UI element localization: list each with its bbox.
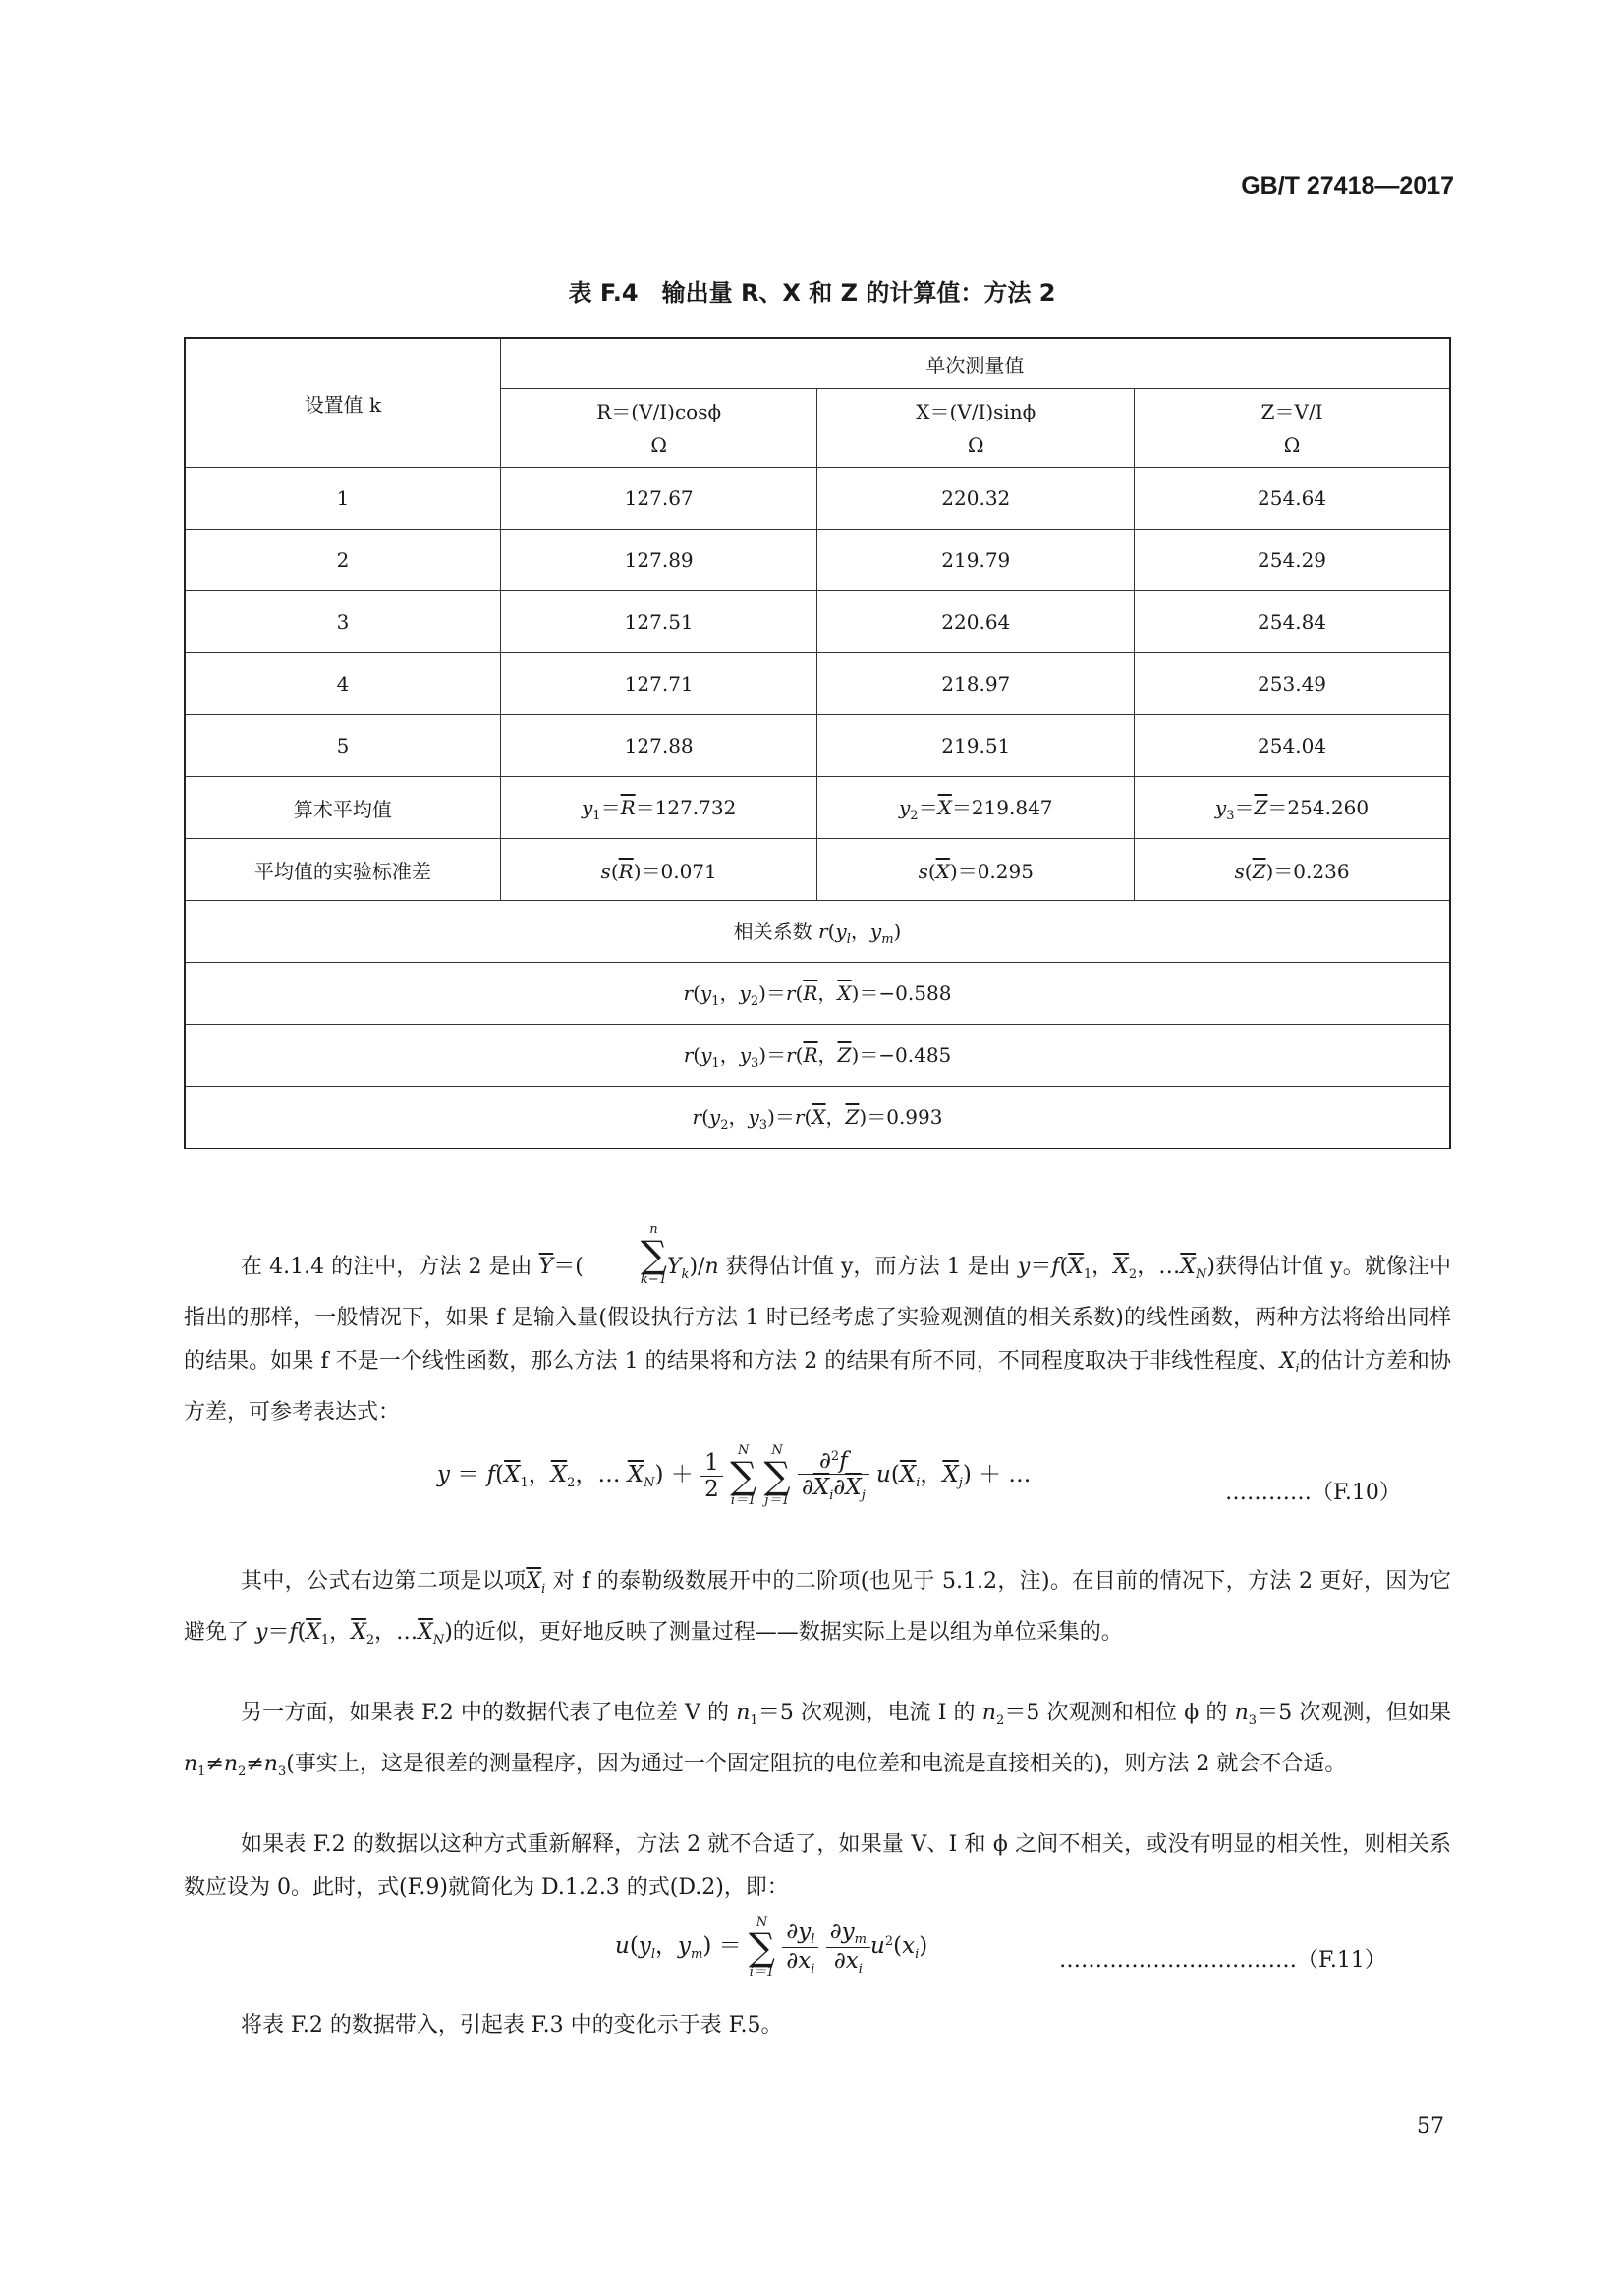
table-row: 2 127.89 219.79 254.29 <box>185 530 1450 591</box>
equation-f10: $y = f(\overline{X}_1$，$\overline{X}_2$，… $\overline{X}_N$) ＋ $\frac{1}{2}$ N ∑ i＝1 N ∑ j＝1 $\frac{\partial^2f}{\partial\overline{X}_i\partial\overline{X}_j}$ $u(\overline{X}_i$，$\overline{X}_j$) ＋ … <box>437 1443 1032 1508</box>
paragraph-substitute: 将表 F.2 的数据带入，引起表 F.3 中的变化示于表 F.5。 <box>241 2013 783 2038</box>
table-row: 3 127.51 220.64 254.84 <box>185 591 1450 653</box>
header-col-x: X＝(V/I)sinϕ Ω <box>817 389 1135 468</box>
header-col-z: Z＝V/I Ω <box>1135 389 1450 468</box>
mean-row: 算术平均值 $y_1=\overline{R}=127.732$ $y_2=\overline{X}=219.847$ $y_3=\overline{Z}=254.260$ <box>185 777 1450 839</box>
std-row: 平均值的实验标准差 $s(\overline{R})=0.071$ $s(\overline{X})=0.295$ $s(\overline{Z})=0.236$ <box>185 839 1450 901</box>
table-row: 1 127.67 220.32 254.64 <box>185 468 1450 530</box>
paragraph-methods: 在 4.1.4 的注中，方法 2 是由 $\overline{Y}=$( n ∑ k−1 $Y_k)/n$ 获得估计值 y，而方法 1 是由 $y=f(\overline{X}_1$，$\overline{X}_2$，$\dots\overline{X}_N$)获得估计值 y。就像注中指出的那样，一般情况下，如果 f 是输入量(假设执行方法 1 时已经考虑了实验观测值的相关系数)的线性函数，两种方法将给出同样的结果。如果 f 不是一个线性函数，那么方法 1 的结果将和方法 2 的结果有所不同，不同程度取决于非线性程度、$X_i$的估计方差和协方差，可参考表达式： <box>184 1222 1451 1425</box>
corr-row: $r(y_1$，$y_2)=r(\overline{R}$，$\overline{X})=-0.588$ <box>185 963 1450 1025</box>
header-group: 单次测量值 <box>500 338 1450 389</box>
table-row: 4 127.71 218.97 253.49 <box>185 653 1450 715</box>
paragraph-taylor: 其中，公式右边第二项是以项$\overline{X}_i$ 对 f 的泰勒级数展开中的二阶项(也见于 5.1.2，注)。在目前的情况下，方法 2 更好，因为它避免了 $y=f(\overline{X}_1$，$\overline{X}_2$，$\dots\overline{X}_N$)的近似，更好地反映了测量过程——数据实际上是以组为单位采集的。 <box>184 1569 1451 1648</box>
header-setting: 设置值 k <box>185 338 500 468</box>
standard-number: GB/T 27418—2017 <box>1241 172 1454 199</box>
equation-number-f11: ……………………………（F.11） <box>1059 1948 1386 1973</box>
paragraph-observations: 另一方面，如果表 F.2 中的数据代表了电位差 V 的 $n_1=5$ 次观测，电流 I 的 $n_2=5$ 次观测和相位 ϕ 的 $n_3=5$ 次观测，但如果 $n_1\ne n_2\ne n_3$(事实上，这是很差的测量程序，因为通过一个固定阻抗的电位差和电流是直接相关的)，则方法 2 就会不合适。 <box>184 1701 1451 1779</box>
equation-f11: $u(y_l$，$y_m$) ＝ N ∑ i＝1 $\frac{\partial y_l}{\partial x_i}$ $\frac{\partial y_m}{\partial x_i}$ $u^2(x_i)$ <box>615 1915 928 1980</box>
corr-row: $r(y_1$，$y_3)=r(\overline{R}$，$\overline{Z})=-0.485$ <box>185 1025 1450 1087</box>
table-caption: 表 F.4 输出量 R、X 和 Z 的计算值：方法 2 <box>568 279 1056 307</box>
equation-number-f10: …………（F.10） <box>1225 1481 1401 1505</box>
header-col-r: R＝(V/I)cosϕ Ω <box>500 389 817 468</box>
table-row: 5 127.88 219.51 254.04 <box>185 715 1450 777</box>
corr-row: $r(y_2$，$y_3)=r(\overline{X}$，$\overline{Z})=0.993$ <box>185 1087 1450 1149</box>
results-table <box>184 337 1451 1149</box>
corr-header-row: 相关系数 $r(y_l$，$y_m$) <box>185 901 1450 963</box>
paragraph-reinterpret: 如果表 F.2 的数据以这种方式重新解释，方法 2 就不合适了，如果量 V、I 和 ϕ 之间不相关，或没有明显的相关性，则相关系数应设为 0。此时，式(F.9)就简化为 D.1.2.3 的式(D.2)，即： <box>184 1832 1451 1900</box>
page-number: 57 <box>1417 2114 1444 2139</box>
